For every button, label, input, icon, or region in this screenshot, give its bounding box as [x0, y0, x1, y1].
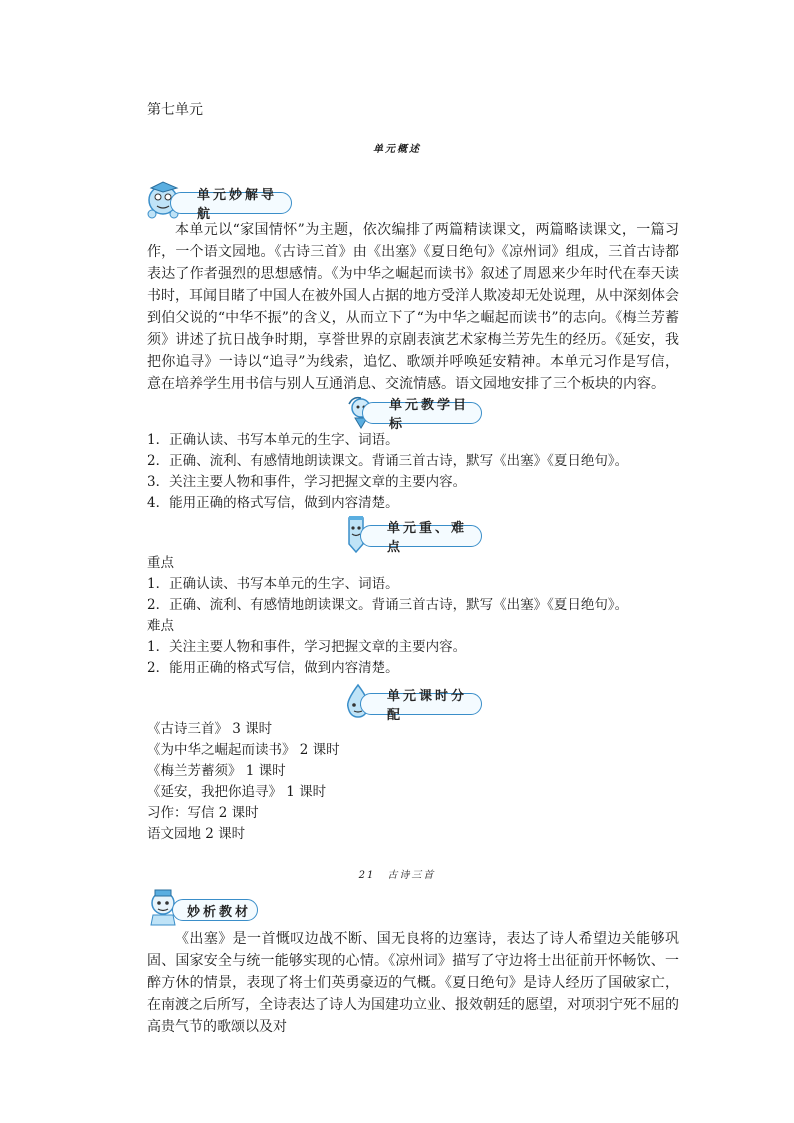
section-badge-analysis: 妙析教材 [172, 899, 258, 921]
schedule-item: 语文园地 2 课时 [147, 826, 246, 842]
difficult-points-label: 难点 [147, 618, 174, 634]
schedule-item: 《延安，我把你追寻》 1 课时 [147, 784, 327, 800]
difficult-point-item: 2．能用正确的格式写信，做到内容清楚。 [147, 660, 399, 676]
goal-item: 1．正确认读、书写本单元的生字、词语。 [147, 432, 399, 448]
keypoints-list [147, 553, 687, 679]
difficult-point-item: 1．关注主要人物和事件，学习把握文章的主要内容。 [147, 639, 467, 655]
section-badge-hours: 单元课时分配 [360, 693, 482, 715]
schedule-list [147, 719, 340, 845]
overview-title: 单元概述 [373, 144, 421, 155]
analysis-text: 《出塞》是一首慨叹边战不断、国无良将的边塞诗，表达了诗人希望边关能够巩固、国家安全与统一能够实现的心情。《凉州词》描写了守边将士出征前开怀畅饮、一醉方休的情景，表现了将士们英勇豪迈的气概。《夏日绝句》是诗人经历了国破家亡，在南渡之后所写，全诗表达了诗人为国建功立业、报效朝廷的愿望，对项羽宁死不屈的高贵气节的歌颂以及对 [147, 931, 679, 1035]
schedule-item: 《古诗三首》 3 课时 [147, 721, 273, 737]
section-badge-keypoints: 单元重、难点 [360, 525, 482, 547]
goal-item: 4．能用正确的格式写信，做到内容清楚。 [147, 495, 399, 511]
intro-paragraph [147, 219, 679, 395]
lesson-title: 21 古诗三首 [358, 870, 436, 881]
analysis-paragraph [147, 928, 679, 1038]
section-badge-goals: 单元教学目标 [362, 402, 482, 424]
schedule-item: 《为中华之崛起而读书》 2 课时 [147, 742, 340, 758]
key-points-label: 重点 [147, 555, 174, 571]
goal-item: 3．关注主要人物和事件，学习把握文章的主要内容。 [147, 474, 467, 490]
intro-text: 本单元以“家国情怀”为主题，依次编排了两篇精读课文，两篇略读课文，一篇习作，一个语文园地。《古诗三首》由《出塞》《夏日绝句》《凉州词》组成，三首古诗都表达了作者强烈的思想感情。《为中华之崛起而读书》叙述了周恩来少年时代在奉天读书时，耳闻目睹了中国人在被外国人占据的地方受洋人欺凌却无处说理，从中深刻体会到伯父说的“中华不振”的含义，从而立下了“为中华之崛起而读书”的志向。《梅兰芳蓄须》讲述了抗日战争时期，享誉世界的京剧表演艺术家梅兰芳先生的经历。《延安，我把你追寻》一诗以“追寻”为线索，追忆、歌颂并呼唤延安精神。本单元习作是写信，意在培养学生用书信与别人互通消息、交流情感。语文园地安排了三个板块的内容。 [147, 222, 679, 392]
key-point-item: 2．正确、流利、有感情地朗读课文。背诵三首古诗，默写《出塞》《夏日绝句》。 [147, 597, 629, 613]
key-point-item: 1．正确认读、书写本单元的生字、词语。 [147, 576, 399, 592]
schedule-item: 习作：写信 2 课时 [147, 805, 259, 821]
schedule-item: 《梅兰芳蓄须》 1 课时 [147, 763, 286, 779]
goals-list [147, 430, 687, 514]
unit-heading: 第七单元 [147, 102, 203, 118]
goal-item: 2．正确、流利、有感情地朗读课文。背诵三首古诗，默写《出塞》《夏日绝句》。 [147, 453, 629, 469]
section-badge-nav: 单元妙解导航 [170, 192, 292, 214]
